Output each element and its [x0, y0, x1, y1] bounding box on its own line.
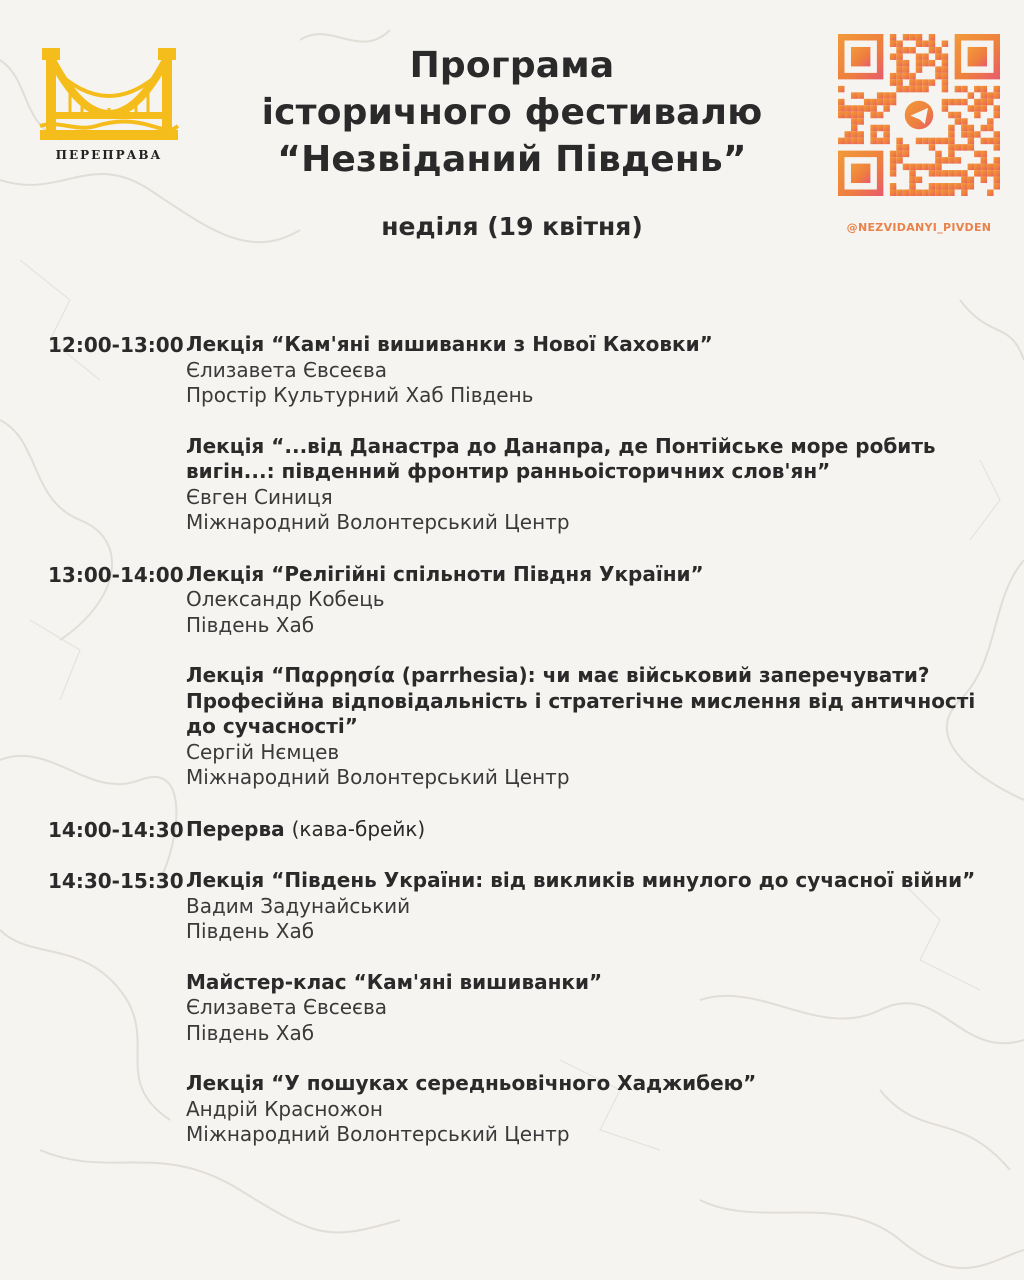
- qr-module: [864, 105, 870, 111]
- qr-module: [877, 112, 883, 118]
- qr-module: [942, 73, 948, 79]
- qr-module: [994, 183, 1000, 189]
- qr-module: [968, 105, 974, 111]
- qr-module: [935, 53, 941, 59]
- event-venue: Міжнародний Волонтерський Центр: [186, 765, 570, 789]
- qr-module: [948, 131, 954, 137]
- qr-module: [994, 164, 1000, 170]
- event-speaker: Єлизавета Євсеєва: [186, 995, 388, 1019]
- qr-module: [981, 92, 987, 98]
- event-speaker: Олександр Кобець: [186, 587, 385, 611]
- qr-module: [981, 177, 987, 183]
- event-venue: Міжнародний Волонтерський Центр: [186, 510, 570, 534]
- qr-module: [961, 99, 967, 105]
- qr-module: [955, 144, 961, 150]
- qr-module: [942, 60, 948, 66]
- qr-module: [864, 99, 870, 105]
- qr-module: [922, 53, 928, 59]
- qr-module: [935, 164, 941, 170]
- qr-module: [929, 60, 935, 66]
- qr-module: [844, 112, 850, 118]
- qr-module: [974, 99, 980, 105]
- qr-module: [955, 112, 961, 118]
- qr-module: [935, 183, 941, 189]
- qr-module: [981, 86, 987, 92]
- pereprava-logo: [36, 40, 182, 162]
- qr-module: [942, 79, 948, 85]
- qr-module: [987, 92, 993, 98]
- qr-module: [896, 86, 902, 92]
- qr-module: [890, 151, 896, 157]
- qr-module: [955, 99, 961, 105]
- qr-module: [961, 118, 967, 124]
- qr-module: [916, 40, 922, 46]
- qr-module: [909, 79, 915, 85]
- qr-module: [994, 177, 1000, 183]
- qr-module: [903, 73, 909, 79]
- break-item: [186, 817, 986, 843]
- slot-time: 12:00-13:00: [48, 333, 184, 357]
- qr-module: [981, 170, 987, 176]
- qr-module: [909, 164, 915, 170]
- qr-module: [903, 144, 909, 150]
- instagram-handle[interactable]: @NEZVIDANYI_PIVDEN: [846, 221, 992, 234]
- qr-module: [851, 125, 857, 131]
- qr-module: [890, 157, 896, 163]
- qr-module: [909, 86, 915, 92]
- event-speaker: Сергій Нємцев: [186, 739, 340, 764]
- qr-module: [994, 86, 1000, 92]
- qr-module: [890, 164, 896, 170]
- qr-module: [916, 53, 922, 59]
- time-slot: [0, 817, 1024, 843]
- qr-module: [987, 170, 993, 176]
- page-title-line-1: Програма: [409, 45, 615, 86]
- qr-module: [974, 151, 980, 157]
- qr-module: [981, 99, 987, 105]
- qr-module: [961, 144, 967, 150]
- qr-module: [870, 131, 876, 137]
- qr-module: [909, 177, 915, 183]
- break-row: [186, 817, 986, 843]
- qr-module: [974, 86, 980, 92]
- qr-module: [968, 125, 974, 131]
- qr-module: [981, 138, 987, 144]
- qr-module: [916, 66, 922, 72]
- qr-module: [844, 138, 850, 144]
- qr-module: [896, 144, 902, 150]
- qr-module: [942, 40, 948, 46]
- qr-module: [942, 183, 948, 189]
- qr-module: [981, 157, 987, 163]
- qr-module: [877, 99, 883, 105]
- qr-module: [994, 157, 1000, 163]
- qr-module: [909, 183, 915, 189]
- qr-module: [968, 164, 974, 170]
- qr-module: [844, 105, 850, 111]
- event-title: Лекція “Παρρησία (parrhesia): чи має військовий заперечувати? Професійна відповідальність і стратегічне мислення від античності до сучасності”: [186, 663, 976, 738]
- qr-module: [883, 125, 889, 131]
- qr-module: [961, 190, 967, 196]
- qr-module: [870, 99, 876, 105]
- qr-module: [955, 118, 961, 124]
- qr-module: [877, 138, 883, 144]
- qr-module: [890, 92, 896, 98]
- qr-module: [935, 73, 941, 79]
- qr-module: [968, 144, 974, 150]
- qr-module: [838, 86, 844, 92]
- qr-module: [909, 47, 915, 53]
- qr-module: [896, 79, 902, 85]
- qr-module: [851, 131, 857, 137]
- qr-module: [890, 190, 896, 196]
- qr-module: [942, 157, 948, 163]
- qr-module: [877, 125, 883, 131]
- qr-module: [961, 125, 967, 131]
- qr-module: [916, 60, 922, 66]
- qr-module: [955, 183, 961, 189]
- qr-module: [994, 105, 1000, 111]
- qr-module: [916, 164, 922, 170]
- qr-module: [909, 73, 915, 79]
- date-subtitle: неділя (19 квітня): [381, 212, 643, 241]
- qr-module: [974, 112, 980, 118]
- qr-module: [994, 92, 1000, 98]
- qr-module: [838, 112, 844, 118]
- event-venue: Простір Культурний Хаб Південь: [186, 383, 534, 407]
- event-item: [186, 434, 986, 536]
- qr-module: [922, 164, 928, 170]
- qr-module: [857, 105, 863, 111]
- qr-module: [968, 183, 974, 189]
- event-speaker: Євген Синиця: [186, 484, 333, 509]
- event-venue: Південь Хаб: [186, 1020, 315, 1045]
- qr-module: [909, 170, 915, 176]
- qr-module: [870, 112, 876, 118]
- qr-module: [916, 138, 922, 144]
- qr-module: [981, 151, 987, 157]
- qr-module: [961, 177, 967, 183]
- qr-module: [896, 47, 902, 53]
- qr-module: [890, 79, 896, 85]
- qr-module: [929, 79, 935, 85]
- qr-module: [935, 66, 941, 72]
- qr-module: [909, 34, 915, 40]
- qr-module: [942, 99, 948, 105]
- qr-module: [942, 105, 948, 111]
- qr-module: [851, 138, 857, 144]
- qr-module: [994, 131, 1000, 137]
- event-title: Лекція “Кам'яні вишиванки з Нової Каховки”: [186, 332, 713, 356]
- qr-module: [851, 112, 857, 118]
- qr-module: [903, 66, 909, 72]
- event-title: Лекція “...від Данастра до Данапра, де Понтійське море робить вигін...: південний фронтир ранньоісторичних слов'ян”: [186, 433, 936, 483]
- break-title: Перерва: [186, 816, 285, 841]
- qr-module: [955, 86, 961, 92]
- qr-module: [883, 131, 889, 137]
- event-title: Лекція “Південь України: від викликів минулого до сучасної війни”: [186, 868, 976, 892]
- qr-module: [922, 79, 928, 85]
- time-slot: [0, 562, 1024, 791]
- qr-module: [896, 60, 902, 66]
- qr-module: [929, 190, 935, 196]
- qr-module: [916, 79, 922, 85]
- qr-module: [968, 177, 974, 183]
- qr-module: [929, 40, 935, 46]
- qr-module: [968, 131, 974, 137]
- qr-module: [883, 138, 889, 144]
- qr-module: [922, 190, 928, 196]
- qr-module: [929, 47, 935, 53]
- slot-time: 14:00-14:30: [48, 817, 184, 842]
- qr-module: [935, 47, 941, 53]
- qr-module: [890, 170, 896, 176]
- qr-module: [948, 138, 954, 144]
- qr-module: [961, 86, 967, 92]
- qr-module: [942, 86, 948, 92]
- qr-module: [942, 138, 948, 144]
- event-speaker: Єлизавета Євсеєва: [186, 357, 388, 382]
- qr-module: [838, 99, 844, 105]
- qr-module: [987, 164, 993, 170]
- qr-module: [929, 34, 935, 40]
- qr-module: [896, 157, 902, 163]
- event-item: [186, 970, 986, 1047]
- bridge-logo-icon: [36, 40, 182, 146]
- qr-module: [942, 190, 948, 196]
- event-title: Лекція “Релігійні спільноти Півдня України”: [186, 561, 704, 586]
- qr-module: [838, 138, 844, 144]
- event-item: [186, 332, 986, 409]
- qr-module: [890, 99, 896, 105]
- time-slot: [0, 868, 1024, 1148]
- qr-module: [987, 138, 993, 144]
- qr-module: [883, 105, 889, 111]
- qr-module: [890, 34, 896, 40]
- event-item: [186, 868, 986, 945]
- qr-module: [890, 40, 896, 46]
- event-venue: Міжнародний Волонтерський Центр: [186, 1122, 570, 1146]
- qr-module: [896, 151, 902, 157]
- page-header: [212, 42, 812, 243]
- qr-module: [948, 157, 954, 163]
- qr-module: [948, 99, 954, 105]
- qr-module: [922, 138, 928, 144]
- qr-module: [929, 183, 935, 189]
- slot-time: 13:00-14:00: [48, 562, 184, 587]
- qr-module: [896, 40, 902, 46]
- qr-module: [942, 53, 948, 59]
- qr-module: [974, 131, 980, 137]
- qr-module: [948, 151, 954, 157]
- page-title-line-2: історичного фестивалю: [261, 92, 763, 133]
- qr-module: [948, 183, 954, 189]
- event-item: [186, 663, 986, 791]
- event-item: [186, 1071, 986, 1148]
- qr-module: [857, 112, 863, 118]
- qr-module: [903, 190, 909, 196]
- qr-module: [896, 138, 902, 144]
- event-title: Лекція “У пошуках середньовічного Хаджибею”: [186, 1071, 757, 1095]
- qr-module: [890, 53, 896, 59]
- qr-module: [994, 112, 1000, 118]
- qr-module: [974, 164, 980, 170]
- page-title-line-3: “Незвіданий Південь”: [277, 139, 747, 180]
- qr-module: [883, 99, 889, 105]
- qr-module: [935, 190, 941, 196]
- qr-module: [844, 131, 850, 137]
- qr-module: [929, 144, 935, 150]
- qr-module: [890, 183, 896, 189]
- qr-module: [942, 170, 948, 176]
- qr-module: [922, 40, 928, 46]
- qr-module: [870, 105, 876, 111]
- qr-module: [935, 138, 941, 144]
- qr-module: [883, 92, 889, 98]
- qr-module: [903, 151, 909, 157]
- qr-module: [916, 190, 922, 196]
- qr-module: [948, 170, 954, 176]
- event-venue: Південь Хаб: [186, 919, 315, 943]
- event-item: [186, 562, 986, 639]
- qr-module: [961, 131, 967, 137]
- qr-module: [987, 118, 993, 124]
- qr-module: [981, 125, 987, 131]
- event-venue: Південь Хаб: [186, 612, 315, 637]
- qr-module: [987, 125, 993, 131]
- qr-module: [922, 86, 928, 92]
- qr-module: [857, 131, 863, 137]
- qr-module: [870, 125, 876, 131]
- qr-module: [974, 105, 980, 111]
- qr-module: [994, 138, 1000, 144]
- qr-module: [909, 190, 915, 196]
- qr-module: [857, 138, 863, 144]
- qr-module: [968, 92, 974, 98]
- qr-module: [838, 105, 844, 111]
- qr-module: [981, 164, 987, 170]
- qr-module: [903, 47, 909, 53]
- qr-module: [929, 138, 935, 144]
- qr-module: [903, 164, 909, 170]
- qr-module: [903, 86, 909, 92]
- qr-module: [870, 138, 876, 144]
- qr-module: [896, 66, 902, 72]
- qr-module: [955, 170, 961, 176]
- slot-time: 14:30-15:30: [48, 869, 184, 893]
- qr-module: [935, 151, 941, 157]
- qr-module: [961, 170, 967, 176]
- qr-module: [896, 53, 902, 59]
- qr-module: [994, 170, 1000, 176]
- qr-module: [929, 170, 935, 176]
- qr-module: [968, 138, 974, 144]
- event-speaker: Вадим Задунайський: [186, 893, 411, 918]
- qr-code[interactable]: [838, 34, 1000, 196]
- qr-module: [877, 92, 883, 98]
- qr-module: [851, 105, 857, 111]
- qr-module: [935, 157, 941, 163]
- qr-module: [922, 60, 928, 66]
- qr-module: [961, 183, 967, 189]
- qr-module: [851, 92, 857, 98]
- time-slot: [0, 332, 1024, 536]
- qr-block: [838, 34, 1000, 234]
- qr-module: [955, 157, 961, 163]
- qr-module: [903, 60, 909, 66]
- break-note: (кава-брейк): [291, 816, 426, 841]
- qr-module: [916, 86, 922, 92]
- qr-module: [942, 66, 948, 72]
- qr-module: [916, 34, 922, 40]
- qr-module: [857, 118, 863, 124]
- qr-module: [896, 190, 902, 196]
- qr-module: [890, 73, 896, 79]
- qr-module: [903, 34, 909, 40]
- logo-wordmark: ПЕРЕПРАВА: [55, 148, 163, 162]
- qr-module: [935, 170, 941, 176]
- qr-module: [851, 118, 857, 124]
- qr-module: [981, 105, 987, 111]
- qr-module: [916, 177, 922, 183]
- qr-module: [987, 190, 993, 196]
- qr-module: [948, 112, 954, 118]
- qr-module: [929, 164, 935, 170]
- event-speaker: Андрій Красножон: [186, 1096, 383, 1121]
- schedule: [0, 332, 1024, 1174]
- qr-module: [994, 144, 1000, 150]
- qr-module: [948, 144, 954, 150]
- qr-module: [948, 190, 954, 196]
- qr-module: [896, 73, 902, 79]
- qr-module: [948, 125, 954, 131]
- qr-module: [974, 170, 980, 176]
- qr-module: [987, 99, 993, 105]
- qr-module: [857, 92, 863, 98]
- event-title: Майстер-клас “Кам'яні вишиванки”: [186, 969, 603, 994]
